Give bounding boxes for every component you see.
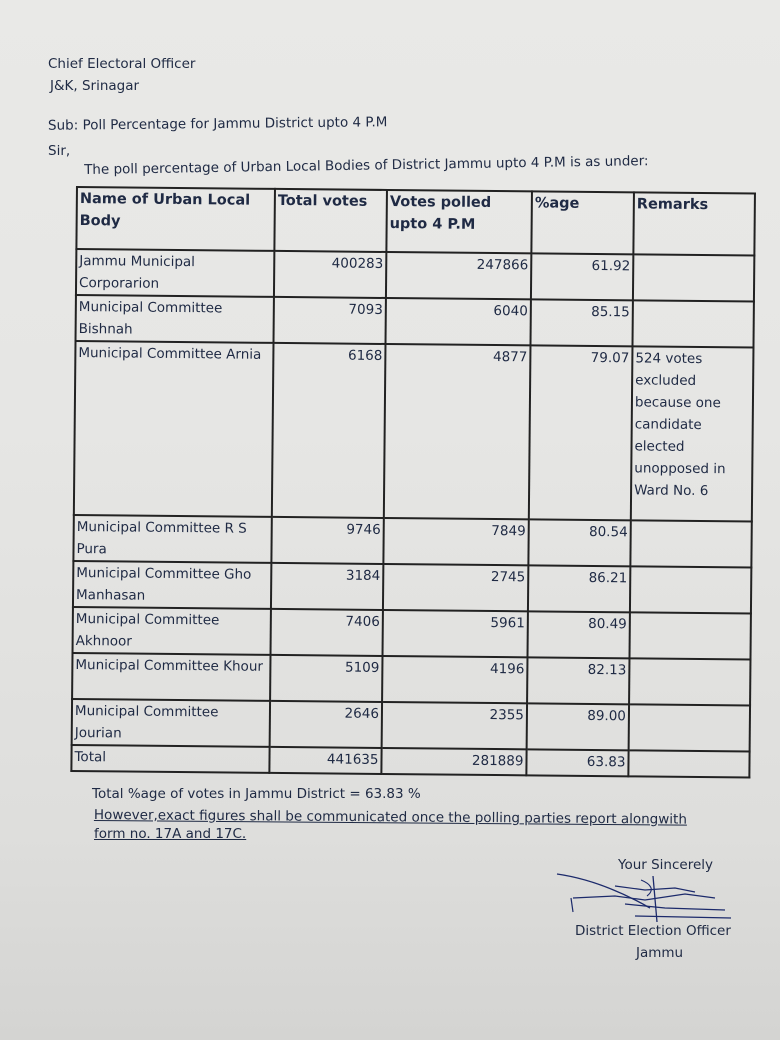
row-percentage: 82.13	[527, 657, 629, 704]
row-total: 441635	[269, 747, 381, 774]
addressee-line1: Chief Electoral Officer	[48, 56, 196, 72]
row-polled: 4196	[382, 656, 527, 703]
row-name: Total	[71, 745, 269, 773]
table-row	[74, 341, 754, 522]
row-name: Municipal Committee Bishnah	[76, 295, 274, 343]
poll-table-container	[70, 186, 754, 772]
row-name: Municipal Committee Arnia	[74, 341, 274, 517]
row-percentage: 79.07	[529, 345, 633, 520]
salutation: Sir,	[48, 143, 71, 159]
subject-line: Sub: Poll Percentage for Jammu District upto 4 P.M	[47, 114, 388, 134]
row-polled: 6040	[385, 298, 530, 345]
row-remarks: 524 votes excluded because one candidate elected unopposed in Ward No. 6	[631, 346, 754, 521]
row-total: 9746	[271, 517, 383, 564]
signatory-place: Jammu	[636, 945, 684, 961]
row-remarks	[629, 612, 750, 659]
row-percentage: 89.00	[527, 703, 629, 750]
row-polled: 281889	[381, 748, 526, 775]
closing: Your Sincerely	[618, 857, 714, 873]
total-percentage-line: Total %age of votes in Jammu District = 63.83 %	[92, 786, 421, 802]
header-votes-polled: Votes polled upto 4 P.M	[386, 190, 532, 253]
row-name: Municipal Committee Jourian	[72, 699, 270, 747]
note-line-2: form no. 17A and 17C.	[94, 826, 247, 842]
header-total-votes: Total votes	[274, 189, 387, 252]
poll-table	[70, 186, 756, 779]
row-polled: 5961	[383, 610, 528, 657]
note-line-1: However,exact figures shall be communicated once the polling parties report alongwith	[93, 807, 687, 828]
row-polled: 7849	[383, 518, 528, 565]
header-name: Name of Urban Local Body	[76, 187, 275, 251]
table-row	[76, 249, 754, 302]
table-total-row	[71, 745, 749, 778]
row-remarks	[629, 658, 750, 705]
row-polled: 2355	[382, 702, 527, 749]
addressee-line2: J&K, Srinagar	[50, 78, 140, 94]
table-row	[73, 515, 751, 568]
row-remarks	[630, 566, 751, 613]
row-remarks	[632, 300, 753, 347]
signature-icon	[555, 868, 735, 928]
row-percentage: 80.49	[527, 611, 629, 658]
row-polled: 2745	[383, 564, 528, 611]
header-remarks: Remarks	[633, 192, 755, 255]
row-total: 7093	[274, 297, 386, 344]
intro-line: The poll percentage of Urban Local Bodies of District Jammu upto 4 P.M is as under:	[84, 153, 649, 178]
header-percentage: %age	[531, 191, 634, 254]
row-total: 5109	[270, 655, 382, 702]
table-row	[73, 607, 751, 660]
row-name: Municipal Committee R S Pura	[73, 515, 271, 563]
table-row	[76, 295, 754, 348]
signatory-title: District Election Officer	[575, 923, 731, 939]
row-percentage: 80.54	[528, 519, 630, 566]
row-remarks	[629, 704, 750, 751]
row-total: 6168	[272, 343, 386, 518]
row-name: Jammu Municipal Corporarion	[76, 249, 274, 297]
row-name: Municipal Committee Gho Manhasan	[73, 561, 271, 609]
row-remarks	[630, 520, 751, 567]
row-polled: 4877	[384, 344, 531, 519]
row-percentage: 63.83	[526, 749, 628, 776]
row-polled: 247866	[386, 252, 531, 299]
row-total: 2646	[270, 701, 382, 748]
row-total: 3184	[271, 563, 383, 610]
row-remarks	[633, 254, 754, 301]
row-total: 400283	[274, 251, 386, 298]
row-total: 7406	[271, 609, 383, 656]
row-percentage: 85.15	[530, 299, 632, 346]
row-percentage: 61.92	[531, 253, 633, 300]
row-percentage: 86.21	[528, 565, 630, 612]
row-name: Municipal Committee Khour	[72, 653, 270, 701]
table-header-row	[76, 187, 755, 256]
table-row	[73, 561, 751, 614]
row-remarks	[628, 750, 749, 777]
table-row	[72, 699, 750, 752]
row-name: Municipal Committee Akhnoor	[73, 607, 271, 655]
table-row	[72, 653, 750, 706]
